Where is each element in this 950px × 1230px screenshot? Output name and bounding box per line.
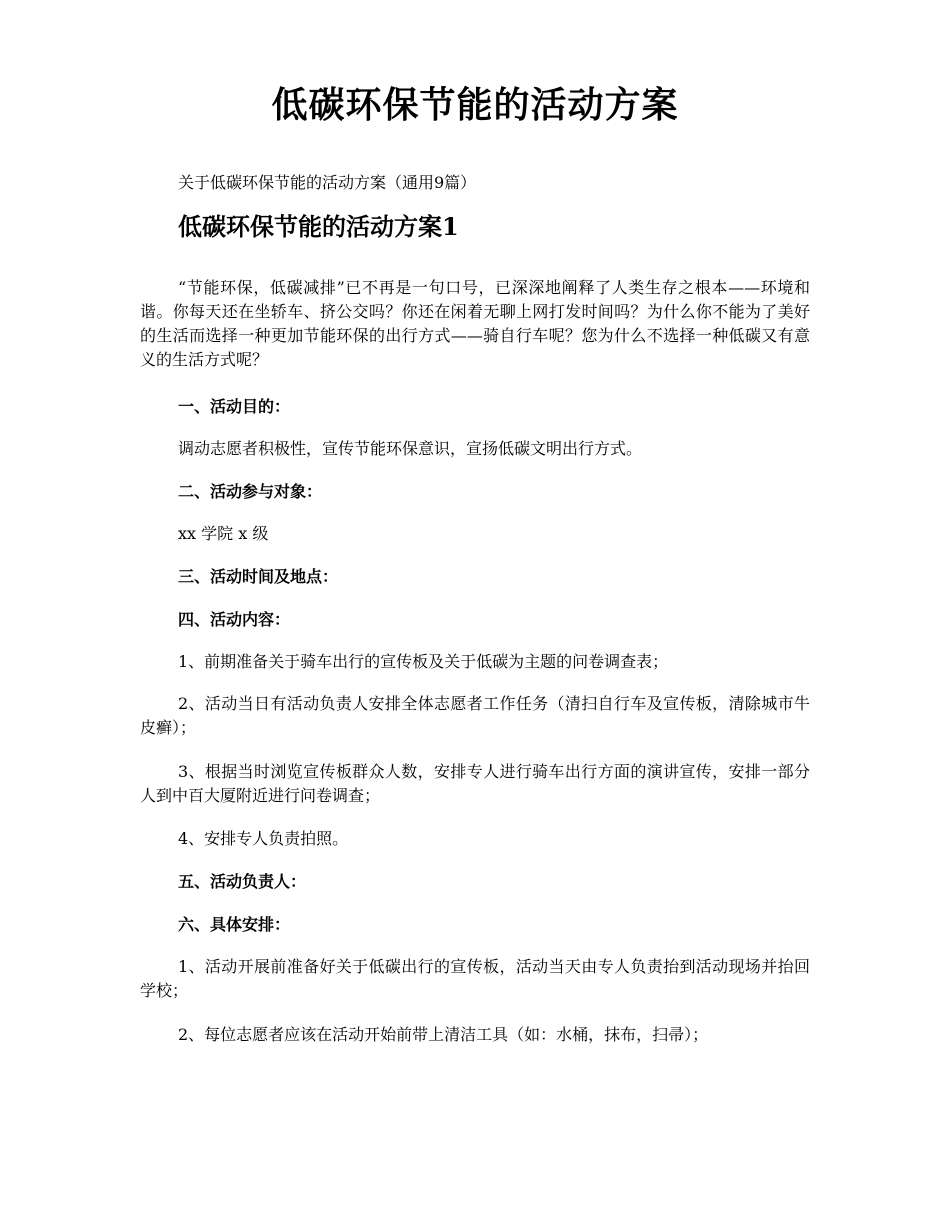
section-heading: 低碳环保节能的活动方案1 <box>178 212 459 241</box>
heading-purpose: 一、活动目的： <box>178 397 291 416</box>
content-item-4: 4、安排专人负责拍照。 <box>178 829 349 848</box>
purpose-text: 调动志愿者积极性，宣传节能环保意识，宣扬低碳文明出行方式。 <box>178 439 643 458</box>
heading-time-place: 三、活动时间及地点： <box>178 567 339 586</box>
heading-leader: 五、活动负责人： <box>178 872 307 891</box>
participants-text: xx 学院 x 级 <box>178 524 269 543</box>
document-title: 低碳环保节能的活动方案 <box>271 84 679 126</box>
arrangement-item-2: 2、每位志愿者应该在活动开始前带上清洁工具（如：水桶，抹布，扫帚）； <box>178 1025 709 1044</box>
content-item-2: 2、活动当日有活动负责人安排全体志愿者工作任务（清扫自行车及宣传板，清除城市牛皮癣）； <box>140 694 810 737</box>
heading-arrangement: 六、具体安排： <box>178 915 291 934</box>
document-subtitle: 关于低碳环保节能的活动方案（通用9篇） <box>178 173 477 192</box>
arrangement-item-1: 1、活动开展前准备好关于低碳出行的宣传板，活动当天由专人负责抬到活动现场并抬回学校； <box>140 957 810 1000</box>
intro-paragraph: “节能环保，低碳减排”已不再是一句口号，已深深地阐释了人类生存之根本——环境和谐。你每天还在坐轿车、挤公交吗？你还在闲着无聊上网打发时间吗？为什么你不能为了美好的生活而选择一种更加节能环保的出行方式——骑自行车呢？您为什么不选择一种低碳又有意义的生活方式呢？ <box>140 278 810 369</box>
content-item-3: 3、根据当时浏览宣传板群众人数，安排专人进行骑车出行方面的演讲宣传，安排一部分人到中百大厦附近进行问卷调查； <box>140 762 810 805</box>
heading-content: 四、活动内容： <box>178 610 291 629</box>
content-item-1: 1、前期准备关于骑车出行的宣传板及关于低碳为主题的问卷调查表； <box>178 652 669 671</box>
heading-participants: 二、活动参与对象： <box>178 482 323 501</box>
